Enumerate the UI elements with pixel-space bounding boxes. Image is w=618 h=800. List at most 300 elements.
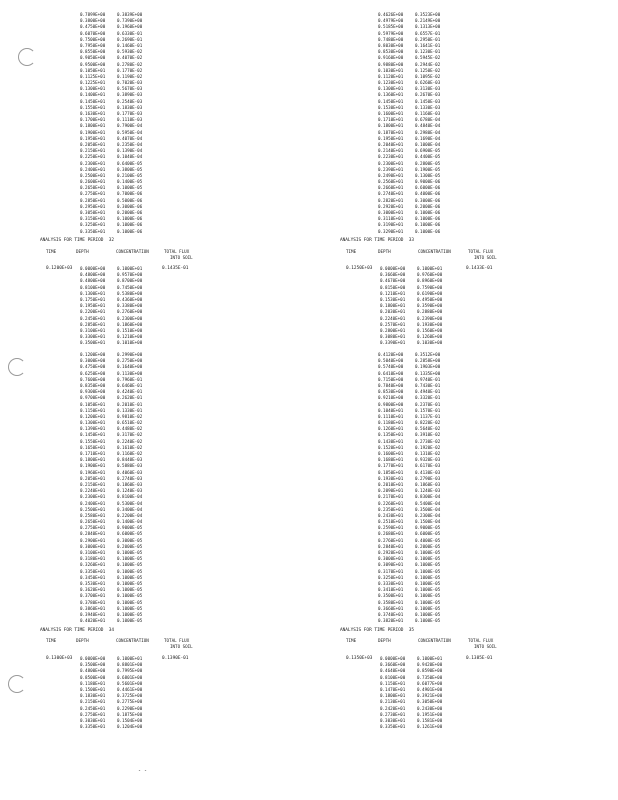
depth-value: 0.2240E+01 (80, 488, 106, 494)
concentration-value: 0.7020E-03 (117, 80, 143, 86)
table-row (380, 724, 449, 730)
depth-value: 0.2840E+01 (80, 531, 106, 537)
concentration-value: 0.2300E-04 (415, 512, 441, 518)
concentration-value: 0.3400E-04 (117, 506, 143, 512)
footer-mark: - - (138, 768, 148, 774)
depth-value: 0.3190E+01 (378, 222, 404, 228)
concentration-value: 0.2980E-04 (415, 129, 441, 135)
depth-value: 0.1180E+01 (378, 420, 404, 426)
depth-value: 0.2040E+01 (378, 141, 404, 147)
table-row (380, 340, 449, 346)
depth-value: 0.0000E+00 (380, 656, 406, 661)
col-time: TIME (46, 249, 57, 254)
depth-value: 0.1500E+01 (80, 686, 106, 692)
col-concentration: CONCENTRATION (418, 249, 451, 254)
concentration-value: 0.1000E-05 (117, 556, 143, 562)
concentration-value: 0.3000E-05 (117, 537, 143, 543)
concentration-value: 0.1260E+00 (417, 334, 443, 340)
depth-value: 0.1050E+01 (80, 401, 106, 407)
concentration-value: 0.6400E-05 (117, 160, 143, 166)
depth-value: 0.4800E+00 (80, 278, 106, 284)
concentration-value: 0.7900E-04 (117, 123, 143, 129)
depth-value: 0.3660E+00 (380, 272, 406, 278)
concentration-value: 0.4360E+00 (117, 296, 143, 302)
concentration-value: 0.1000E-05 (415, 587, 441, 593)
depth-value: 0.1650E+01 (80, 444, 106, 450)
depth-value: 0.3080E+01 (380, 334, 406, 340)
concentration-value: 0.3725E+00 (117, 693, 143, 699)
depth-value: 0.1520E+01 (378, 444, 404, 450)
depth-value: 0.3290E+01 (378, 228, 404, 234)
depth-value: 0.1950E+01 (378, 135, 404, 141)
concentration-value: 0.9420E+00 (417, 662, 443, 668)
depth-value: 0.1450E+01 (80, 432, 106, 438)
depth-value: 0.2840E+01 (378, 543, 404, 549)
concentration-value: 0.6190E+00 (417, 290, 443, 296)
concentration-value: 0.1204E+00 (117, 724, 143, 730)
concentration-value: 0.4840E-04 (415, 123, 441, 129)
depth-value: 0.4979E+00 (378, 18, 404, 24)
depth-value: 0.9210E+00 (378, 395, 404, 401)
depth-value: 0.2590E+01 (378, 525, 404, 531)
depth-value: 0.1550E+01 (80, 104, 106, 110)
concentration-value: 0.1000E-06 (415, 216, 441, 222)
concentration-value: 0.1130E+00 (117, 370, 143, 376)
concentration-value: 0.6780E-04 (415, 117, 441, 123)
depth-value: 0.4750E+00 (80, 364, 106, 370)
concentration-value: 0.6170E-03 (415, 463, 441, 469)
depth-value: 0.2390E+01 (378, 166, 404, 172)
concentration-value: 0.4000E-05 (415, 537, 441, 543)
concentration-value: 0.1095E-02 (415, 73, 441, 79)
depth-value: 0.1040E+01 (378, 407, 404, 413)
depth-value: 0.2250E+01 (80, 154, 106, 160)
section2-right-title: ANALYSIS FOR TIME PERIOD 35 (340, 628, 415, 633)
depth-value: 0.1800E+01 (80, 123, 106, 129)
concentration-value: 0.5670E-03 (117, 86, 143, 92)
depth-value: 0.9500E+00 (80, 61, 106, 67)
depth-value: 0.2750E+01 (80, 525, 106, 531)
depth-value: 0.1210E+01 (380, 290, 406, 296)
concentration-value: 0.1900E-05 (415, 166, 441, 172)
col-total-flux: TOTAL FLUX INTO SOIL (468, 638, 497, 649)
depth-value: 0.1430E+01 (378, 438, 404, 444)
depth-value: 0.1870E+01 (378, 129, 404, 135)
concentration-value: 0.2740E-03 (117, 475, 143, 481)
depth-value: 0.3000E+01 (378, 210, 404, 215)
depth-value: 0.1150E+01 (80, 407, 106, 413)
depth-value: 0.2030E+01 (380, 309, 406, 315)
concentration-value: 0.1830E-03 (117, 104, 143, 110)
concentration-value: 0.1000E-04 (415, 141, 441, 147)
section2-right-time: 0.1350E+03 (346, 656, 373, 661)
concentration-value: 0.1000E-05 (117, 568, 143, 574)
depth-value: 0.2050E+01 (80, 141, 106, 147)
concentration-value: 0.3839E+00 (117, 12, 143, 17)
depth-value: 0.3500E+01 (378, 593, 404, 599)
depth-value: 0.2200E+01 (80, 309, 106, 315)
concentration-value: 0.5880E-03 (117, 463, 143, 469)
depth-value: 0.1630E+01 (80, 111, 106, 116)
section1-right-profile (380, 266, 449, 346)
depth-value: 0.2230E+01 (378, 154, 404, 160)
concentration-value: 0.1610E-02 (117, 444, 143, 450)
col-total-flux: TOTAL FLUX INTO SOIL (164, 249, 193, 260)
concentration-value: 0.1570E-01 (415, 407, 441, 413)
concentration-value: 0.2540E-03 (117, 98, 143, 104)
concentration-value: 0.3523E+00 (415, 12, 441, 17)
depth-value: 0.4670E+00 (380, 278, 406, 284)
depth-value: 0.3350E+01 (380, 724, 406, 730)
section1-left-time: 0.1200E+03 (46, 266, 73, 271)
depth-value: 0.6250E+00 (80, 370, 106, 376)
depth-value: 0.3350E+01 (80, 228, 106, 234)
concentration-value: 0.1450E-03 (415, 98, 441, 104)
lower-right-table (378, 352, 447, 624)
concentration-value: 0.1000E-05 (415, 605, 441, 611)
concentration-value: 0.1160E-02 (117, 451, 143, 456)
depth-value: 0.0000E+00 (80, 266, 106, 271)
depth-value: 0.1125E+01 (80, 73, 106, 79)
concentration-value: 0.4240E-01 (117, 389, 143, 395)
depth-value: 0.1200E+00 (80, 352, 106, 357)
concentration-value: 0.4000E-06 (415, 191, 441, 197)
depth-value: 0.2570E+01 (380, 321, 406, 327)
depth-value: 0.1900E+01 (80, 129, 106, 135)
concentration-value: 0.2800E-05 (415, 160, 441, 166)
col-concentration: CONCENTRATION (418, 638, 451, 643)
depth-value: 0.2400E+01 (80, 166, 106, 172)
concentration-value: 0.7995E+00 (117, 668, 143, 674)
depth-value: 0.3390E+01 (380, 340, 406, 346)
concentration-value: 0.9570E+00 (117, 272, 143, 278)
concentration-value: 0.1000E+01 (117, 266, 143, 271)
depth-value: 0.2130E+01 (380, 699, 406, 705)
concentration-value: 0.1000E-05 (117, 550, 143, 555)
concentration-value: 0.2370E-01 (415, 401, 441, 407)
depth-value: 0.3500E+01 (80, 340, 106, 346)
depth-value: 0.2420E+01 (380, 705, 406, 711)
concentration-value: 0.1190E-02 (117, 73, 143, 79)
depth-value: 0.1600E+01 (378, 111, 404, 116)
concentration-value: 0.3130E-03 (415, 86, 441, 92)
concentration-value: 0.4480E-02 (117, 426, 143, 432)
concentration-value: 0.1770E-02 (117, 67, 143, 73)
concentration-value: 0.9000E-06 (415, 179, 441, 185)
depth-value: 0.3940E+01 (80, 611, 106, 617)
concentration-value: 0.1230E-01 (415, 49, 441, 55)
concentration-value: 0.2790E-03 (415, 475, 441, 481)
concentration-value: 0.2858E+00 (415, 358, 441, 364)
concentration-value: 0.2290E+00 (117, 705, 143, 711)
depth-value: 0.1390E+01 (80, 426, 106, 432)
concentration-value: 0.7450E+00 (117, 284, 143, 290)
concentration-value: 0.1030E+00 (417, 340, 443, 346)
depth-value: 0.2140E+01 (378, 148, 404, 154)
depth-value: 0.1530E+01 (380, 296, 406, 302)
concentration-value: 0.3000E-06 (117, 203, 143, 209)
concentration-value: 0.8700E+00 (117, 278, 143, 284)
concentration-value: 0.1951E+00 (417, 711, 443, 717)
section2-left-time: 0.1300E+03 (46, 656, 73, 661)
depth-value: 0.4640E+00 (380, 668, 406, 674)
concentration-value: 0.1875E+00 (117, 711, 143, 717)
depth-value: 0.1750E+01 (80, 296, 106, 302)
concentration-value: 0.4461E+00 (117, 686, 143, 692)
concentration-value: 0.2240E-02 (117, 438, 143, 444)
depth-value: 0.8500E+00 (80, 674, 106, 680)
depth-value: 0.1400E+01 (80, 92, 106, 98)
depth-value: 0.3410E+01 (378, 587, 404, 593)
depth-value: 0.1110E+01 (378, 413, 404, 419)
section1-left-title: ANALYSIS FOR TIME PERIOD 32 (40, 238, 115, 243)
depth-value: 0.3820E+01 (378, 618, 404, 624)
depth-value: 0.1350E+01 (378, 432, 404, 438)
depth-value: 0.1710E+01 (378, 117, 404, 123)
depth-value: 0.4750E+00 (80, 24, 106, 30)
depth-value: 0.2090E+01 (378, 488, 404, 494)
concentration-value: 0.1261E+00 (417, 724, 443, 730)
concentration-value: 0.1000E-05 (415, 550, 441, 555)
concentration-value: 0.4950E+00 (417, 296, 443, 302)
depth-value: 0.0000E+00 (380, 266, 406, 271)
depth-value: 0.3000E+00 (80, 358, 106, 364)
concentration-value: 0.6000E-05 (415, 531, 441, 537)
depth-value: 0.3700E+01 (80, 593, 106, 599)
upper-left-table (80, 12, 149, 235)
concentration-value: 0.1160E-03 (415, 111, 441, 116)
depth-value: 0.4800E+00 (80, 272, 106, 278)
depth-value: 0.2430E+01 (378, 512, 404, 518)
concentration-value: 0.4940E-01 (415, 389, 441, 395)
depth-value: 0.1225E+01 (80, 80, 106, 86)
concentration-value: 0.1240E-03 (117, 488, 143, 494)
table-row (80, 229, 149, 235)
depth-value: 0.2800E+01 (380, 327, 406, 333)
concentration-value: 0.1000E-05 (117, 593, 143, 599)
col-depth: DEPTH (378, 638, 391, 643)
concentration-value: 0.5601E+00 (117, 680, 143, 686)
depth-value: 0.1930E+01 (378, 475, 404, 481)
depth-value: 0.3000E+01 (378, 556, 404, 562)
concentration-value: 0.2880E+00 (417, 309, 443, 315)
depth-value: 0.2300E+01 (378, 160, 404, 166)
concentration-value: 0.1920E-02 (415, 444, 441, 450)
concentration-value: 0.2100E-05 (117, 172, 143, 178)
concentration-value: 0.1000E-06 (415, 222, 441, 228)
col-total-flux: TOTAL FLUX INTO SOIL (468, 249, 497, 260)
concentration-value: 0.1000E-05 (415, 593, 441, 599)
lower-left-table (80, 352, 149, 624)
section1-right-time: 0.1250E+03 (346, 266, 373, 271)
concentration-value: 0.6460E-01 (117, 382, 143, 388)
concentration-value: 0.6000E-05 (117, 531, 143, 537)
depth-value: 0.2850E+01 (80, 197, 106, 203)
depth-value: 0.3620E+01 (80, 587, 106, 593)
depth-value: 0.1960E+01 (80, 469, 106, 475)
depth-value: 0.3100E+01 (80, 327, 106, 333)
depth-value: 0.1800E+01 (380, 303, 406, 309)
depth-value: 0.2650E+01 (80, 185, 106, 191)
depth-value: 0.3180E+01 (80, 556, 106, 562)
col-time: TIME (46, 638, 57, 643)
concentration-value: 0.1770E-03 (117, 111, 143, 116)
section1-right-columns (346, 249, 498, 260)
concentration-value: 0.2750E+00 (117, 358, 143, 364)
concentration-value: 0.6330E-01 (117, 30, 143, 36)
concentration-value: 0.5930E-02 (117, 49, 143, 55)
concentration-value: 0.1581E+00 (417, 717, 443, 723)
concentration-value: 0.2000E-05 (415, 543, 441, 549)
concentration-value: 0.2000E-06 (117, 210, 143, 215)
depth-value: 0.6070E+00 (80, 30, 106, 36)
depth-value: 0.1700E+01 (80, 117, 106, 123)
depth-value: 0.5040E+00 (378, 358, 404, 364)
depth-value: 0.7899E+00 (80, 12, 106, 17)
depth-value: 0.3450E+01 (80, 574, 106, 580)
concentration-value: 0.8960E+00 (417, 278, 443, 284)
concentration-value: 0.2000E-05 (117, 543, 143, 549)
concentration-value: 0.9810E-02 (117, 413, 143, 419)
depth-value: 0.1850E+01 (378, 469, 404, 475)
depth-value: 0.8100E+00 (380, 674, 406, 680)
upper-right-table (378, 12, 447, 235)
concentration-value: 0.4070E-04 (117, 135, 143, 141)
concentration-value: 0.1860E-03 (117, 481, 143, 487)
concentration-value: 0.1560E+00 (417, 327, 443, 333)
depth-value: 0.7500E+00 (80, 36, 106, 42)
col-time: TIME (346, 249, 357, 254)
concentration-value: 0.4060E-03 (117, 469, 143, 475)
concentration-value: 0.4130E-03 (415, 469, 441, 475)
concentration-value: 0.1000E-05 (117, 599, 143, 605)
concentration-value: 0.2350E-04 (117, 141, 143, 147)
concentration-value: 0.4901E+00 (417, 686, 443, 692)
concentration-value: 0.2944E-02 (415, 61, 441, 67)
concentration-value: 0.1110E-03 (117, 117, 143, 123)
concentration-value: 0.1000E-05 (117, 611, 143, 617)
table-row (80, 618, 149, 624)
section2-right-profile (380, 656, 449, 730)
section1-left-columns (46, 249, 194, 260)
depth-value: 0.2350E+01 (378, 506, 404, 512)
depth-value: 0.7150E+00 (378, 376, 404, 382)
depth-value: 0.1300E+01 (80, 86, 106, 92)
col-total-flux: TOTAL FLUX INTO SOIL (164, 638, 193, 649)
depth-value: 0.1800E+01 (378, 123, 404, 129)
depth-value: 0.8550E+00 (80, 49, 106, 55)
depth-value: 0.1180E+01 (80, 680, 106, 686)
concentration-value: 0.8590E+00 (417, 668, 443, 674)
depth-value: 0.2300E+01 (80, 494, 106, 500)
table-row (80, 724, 149, 730)
section1-left-flux: 0.1435E-01 (162, 266, 189, 271)
col-depth: DEPTH (378, 249, 391, 254)
depth-value: 0.3000E+01 (80, 543, 106, 549)
concentration-value: 0.1335E+00 (415, 370, 441, 376)
concentration-value: 0.3320E-01 (415, 395, 441, 401)
concentration-value: 0.7390E+00 (117, 18, 143, 24)
concentration-value: 0.1000E-05 (415, 562, 441, 568)
depth-value: 0.6410E+00 (378, 370, 404, 376)
depth-value: 0.2650E+01 (80, 519, 106, 525)
concentration-value: 0.5945E-02 (415, 55, 441, 61)
concentration-value: 0.1460E-01 (117, 42, 143, 48)
depth-value: 0.2150E+01 (80, 481, 106, 487)
depth-value: 0.2730E+01 (380, 711, 406, 717)
concentration-value: 0.9760E+00 (417, 272, 443, 278)
depth-value: 0.1300E+01 (378, 86, 404, 92)
concentration-value: 0.1903E+00 (415, 364, 441, 370)
depth-value: 0.2560E+01 (378, 179, 404, 185)
concentration-value: 0.6510E-02 (117, 420, 143, 426)
depth-value: 0.2900E+01 (80, 537, 106, 543)
section2-left-profile (80, 656, 149, 730)
depth-value: 0.2500E+01 (80, 172, 106, 178)
depth-value: 0.2660E+01 (378, 185, 404, 191)
concentration-value: 0.1000E-06 (415, 210, 441, 215)
depth-value: 0.1450E+01 (80, 98, 106, 104)
depth-value: 0.4800E+00 (80, 668, 106, 674)
concentration-value: 0.3380E+00 (117, 303, 143, 309)
depth-value: 0.4120E+00 (378, 352, 404, 357)
depth-value: 0.3100E+01 (80, 550, 106, 555)
concentration-value: 0.5000E-06 (117, 197, 143, 203)
depth-value: 0.1120E+01 (378, 73, 404, 79)
depth-value: 0.1230E+01 (378, 80, 404, 86)
concentration-value: 0.9000E-05 (117, 525, 143, 531)
concentration-value: 0.1210E+00 (117, 334, 143, 340)
concentration-value: 0.1504E+00 (117, 717, 143, 723)
concentration-value: 0.2620E-01 (117, 395, 143, 401)
concentration-value: 0.7430E-01 (415, 382, 441, 388)
section2-right-columns (346, 638, 498, 649)
depth-value: 0.1680E+01 (378, 457, 404, 463)
concentration-value: 0.1000E+01 (417, 656, 443, 661)
concentration-value: 0.2990E+00 (117, 352, 143, 357)
concentration-value: 0.2390E+00 (417, 315, 443, 321)
concentration-value: 0.2780E-02 (117, 61, 143, 67)
concentration-value: 0.6000E-06 (415, 185, 441, 191)
depth-value: 0.2300E+01 (80, 160, 106, 166)
depth-value: 0.2150E+01 (80, 699, 106, 705)
section1-right-title: ANALYSIS FOR TIME PERIOD 33 (340, 238, 415, 243)
concentration-value: 0.1137E-01 (415, 413, 441, 419)
depth-value: 0.2750E+01 (80, 711, 106, 717)
depth-value: 0.2170E+01 (378, 494, 404, 500)
depth-value: 0.1900E+01 (80, 463, 106, 469)
depth-value: 0.2850E+01 (80, 321, 106, 327)
depth-value: 0.1550E+01 (80, 438, 106, 444)
depth-value: 0.8030E+00 (378, 42, 404, 48)
concentration-value: 0.2430E+00 (417, 705, 443, 711)
concentration-value: 0.1000E-05 (415, 599, 441, 605)
depth-value: 0.3150E+01 (80, 216, 106, 222)
depth-value: 0.3260E+01 (80, 562, 106, 568)
concentration-value: 0.3921E+00 (417, 693, 443, 699)
depth-value: 0.1300E+01 (80, 290, 106, 296)
concentration-value: 0.1040E-04 (117, 154, 143, 160)
depth-value: 0.3170E+01 (378, 568, 404, 574)
concentration-value: 0.1510E+00 (117, 327, 143, 333)
concentration-value: 0.9000E-05 (415, 525, 441, 531)
concentration-value: 0.1400E-04 (117, 519, 143, 525)
concentration-value: 0.1960E+00 (117, 24, 143, 30)
depth-value: 0.2050E+01 (80, 475, 106, 481)
depth-value: 0.3050E+01 (80, 210, 106, 215)
depth-value: 0.5740E+00 (378, 364, 404, 370)
depth-value: 0.1450E+01 (378, 98, 404, 104)
